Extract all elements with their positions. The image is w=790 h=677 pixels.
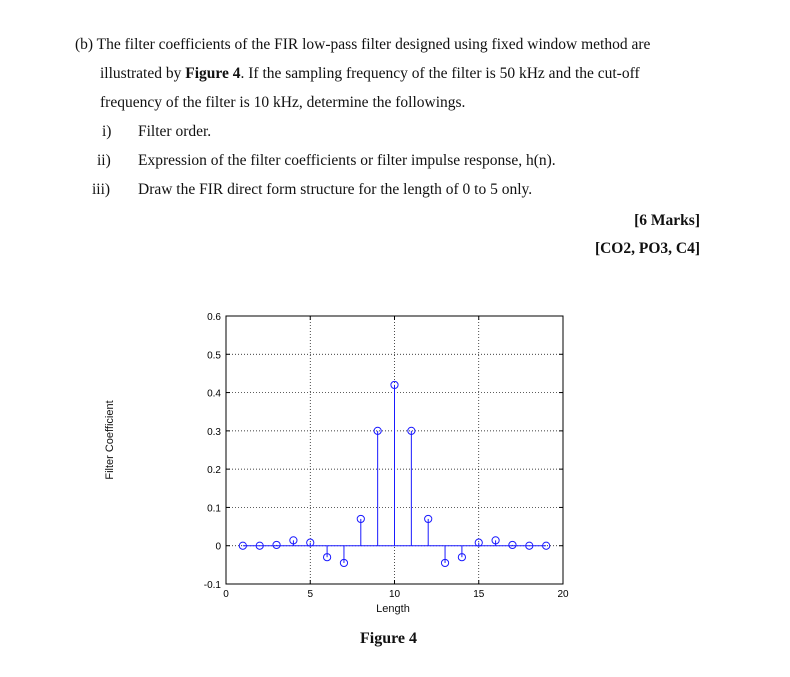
line2-pre: illustrated by (100, 65, 186, 82)
y-tick-label: 0 (215, 541, 221, 553)
x-axis-label: Length (376, 603, 410, 615)
figure-reference: Figure 4 (185, 65, 241, 82)
y-tick-label: 0.3 (207, 426, 221, 438)
x-tick-label: 15 (473, 589, 485, 600)
y-tick-label: 0.2 (207, 465, 221, 477)
y-tick-label: -0.1 (203, 580, 221, 591)
item-2-text: Expression of the filter coefficients or filter impulse response, h(n). (138, 152, 556, 169)
figure-caption: Figure 4 (360, 630, 418, 647)
course-outcome-label: [CO2, PO3, C4] (594, 240, 700, 257)
item-3-number: iii) (92, 181, 111, 198)
line2-post: . If the sampling frequency of the filter is 50 kHz and the cut-off (240, 65, 640, 82)
question-line-1: (b) The filter coefficients of the FIR low-pass filter designed using fixed window method are (75, 36, 651, 53)
marks-label: [6 Marks] (634, 212, 700, 229)
question-line-3: frequency of the filter is 10 kHz, determine the followings. (100, 94, 466, 111)
x-tick-label: 10 (388, 589, 401, 600)
item-3-text: Draw the FIR direct form structure for the length of 0 to 5 only. (138, 181, 533, 198)
y-tick-label: 0.4 (207, 388, 221, 400)
y-tick-label: 0.1 (207, 503, 221, 515)
x-tick-label: 0 (223, 589, 229, 600)
item-1-text: Filter order. (138, 123, 212, 140)
y-tick-label: 0.6 (207, 312, 221, 323)
y-axis-label: Filter Coefficient (104, 400, 116, 480)
x-tick-label: 5 (307, 589, 314, 600)
y-tick-label: 0.5 (207, 350, 221, 362)
item-2-number: ii) (97, 152, 111, 169)
item-1-number: i) (102, 123, 112, 140)
x-tick-label: 20 (557, 589, 569, 600)
